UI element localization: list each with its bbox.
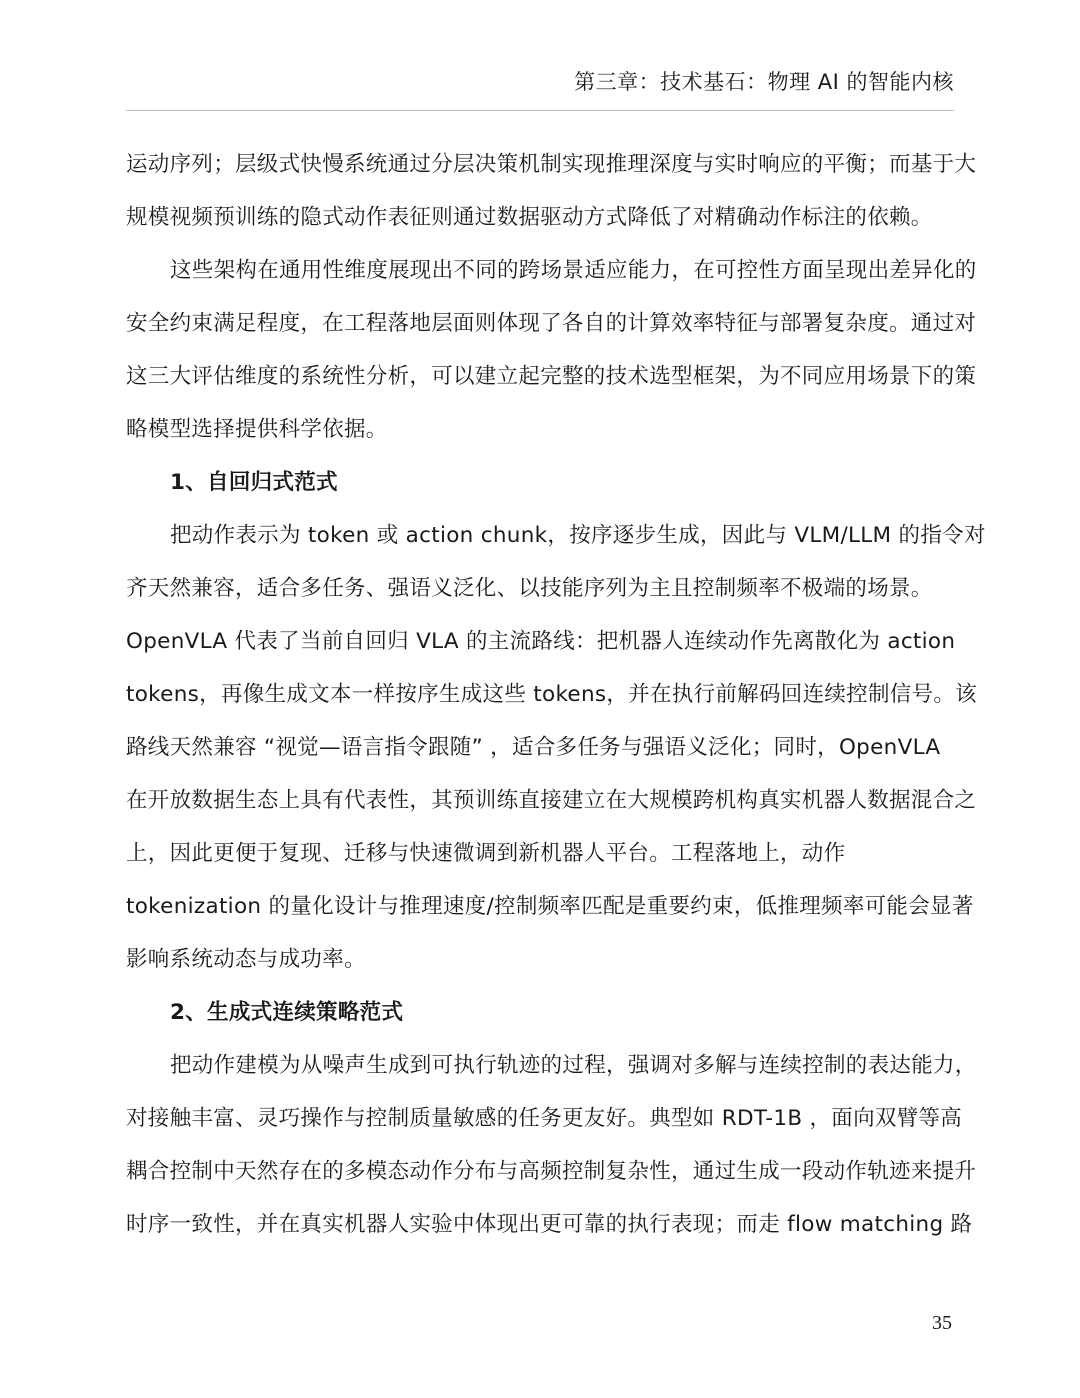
text-line: OpenVLA 代表了当前自回归 VLA 的主流路线：把机器人连续动作先离散化为 action	[126, 629, 956, 654]
text-line: 耦合控制中天然存在的多模态动作分布与高频控制复杂性，通过生成一段动作轨迹来提升	[126, 1159, 977, 1184]
text-line: 影响系统动态与成功率。	[126, 947, 366, 972]
text-line: 时序一致性，并在真实机器人实验中体现出更可靠的执行表现；而走 flow matching 路	[126, 1212, 973, 1237]
text-line: tokens，再像生成文本一样按序生成这些 tokens，并在执行前解码回连续控制信号。该	[126, 682, 977, 707]
text-line: 齐天然兼容，适合多任务、强语义泛化、以技能序列为主且控制频率不极端的场景。	[126, 576, 933, 601]
running-header: 第三章：技术基石：物理 AI 的智能内核	[574, 70, 954, 94]
text-line: 略模型选择提供科学依据。	[126, 417, 388, 442]
paragraph-start: 把动作表示为 token 或 action chunk，按序逐步生成，因此与 VLM/LLM 的指令对	[170, 523, 986, 548]
text-line: 在开放数据生态上具有代表性，其预训练直接建立在大规模跨机构真实机器人数据混合之	[126, 788, 977, 813]
text-line: 上，因此更便于复现、迁移与快速微调到新机器人平台。工程落地上，动作	[126, 841, 846, 866]
paragraph-start: 把动作建模为从噪声生成到可执行轨迹的过程，强调对多解与连续控制的表达能力，	[170, 1053, 977, 1078]
text-line: 运动序列；层级式快慢系统通过分层决策机制实现推理深度与实时响应的平衡；而基于大	[126, 152, 977, 177]
header-divider	[126, 110, 954, 111]
text-line: 路线天然兼容 “视觉—语言指令跟随” ，适合多任务与强语义泛化；同时，OpenVLA	[126, 735, 941, 760]
text-line: tokenization 的量化设计与推理速度/控制频率匹配是重要约束，低推理频率可能会显著	[126, 894, 974, 919]
section-heading-generative: 2、生成式连续策略范式	[170, 1000, 404, 1025]
section-heading-autoregressive: 1、自回归式范式	[170, 470, 338, 495]
text-line: 安全约束满足程度，在工程落地层面则体现了各自的计算效率特征与部署复杂度。通过对	[126, 311, 977, 336]
text-line: 对接触丰富、灵巧操作与控制质量敏感的任务更友好。典型如 RDT-1B ，面向双臂等高	[126, 1106, 963, 1131]
body-text	[126, 138, 986, 1251]
page-number: 35	[932, 1312, 952, 1334]
text-line: 这三大评估维度的系统性分析，可以建立起完整的技术选型框架，为不同应用场景下的策	[126, 364, 977, 389]
text-line: 规模视频预训练的隐式动作表征则通过数据驱动方式降低了对精确动作标注的依赖。	[126, 205, 933, 230]
paragraph-start: 这些架构在通用性维度展现出不同的跨场景适应能力，在可控性方面呈现出差异化的	[170, 258, 977, 283]
